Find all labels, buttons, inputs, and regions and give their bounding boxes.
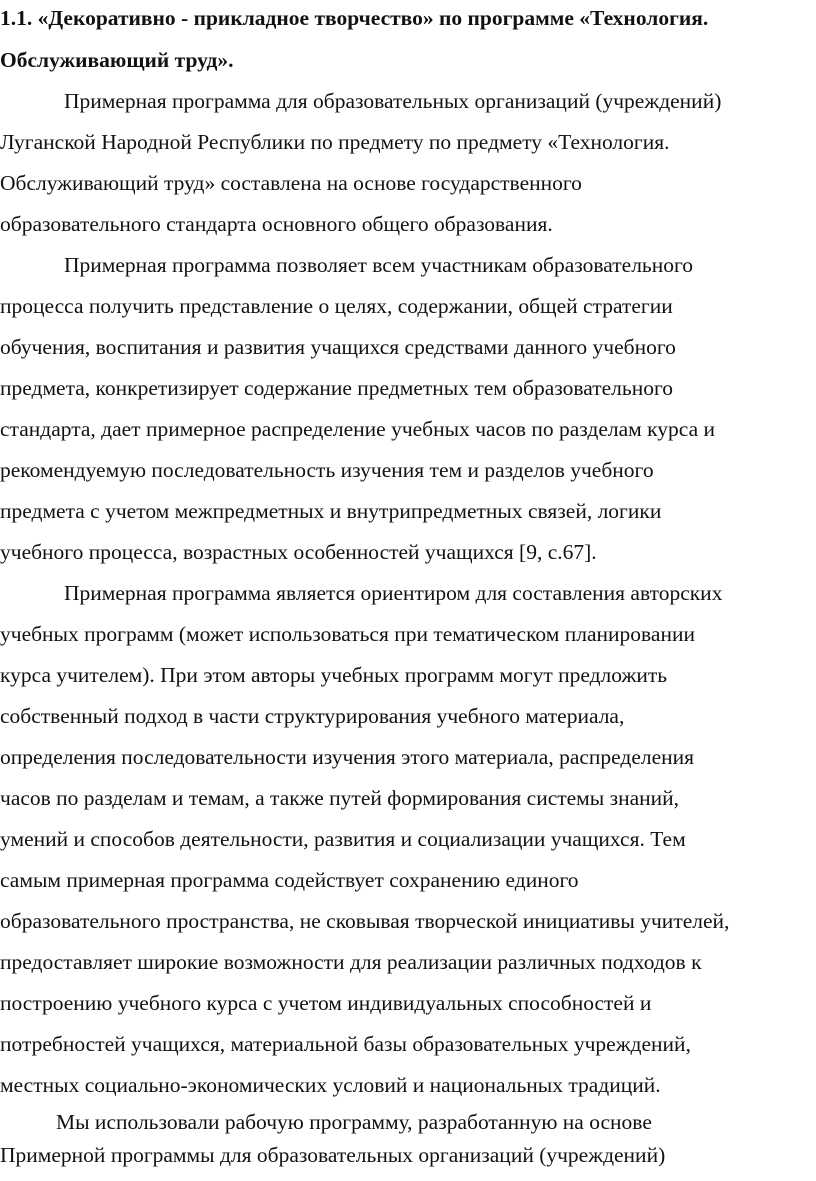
paragraph-1-line-4: образовательного стандарта основного общего образования.	[0, 212, 553, 236]
paragraph-3-line-8: самым примерная программа содействует сохранению единого	[0, 868, 579, 892]
paragraph-3-line-2: учебных программ (может использоваться при тематическом планировании	[0, 622, 695, 646]
paragraph-2-line-1: Примерная программа позволяет всем участникам образовательного	[64, 253, 694, 277]
paragraph-2-line-3: обучения, воспитания и развития учащихся средствами данного учебного	[0, 335, 676, 359]
paragraph-4-line-1: Мы использовали рабочую программу, разработанную на основе	[56, 1110, 652, 1134]
paragraph-3-line-11: построению учебного курса с учетом индивидуальных способностей и	[0, 991, 652, 1015]
paragraph-2-line-5: стандарта, дает примерное распределение учебных часов по разделам курса и	[0, 417, 716, 441]
paragraph-3-line-12: потребностей учащихся, материальной базы образовательных учреждений,	[0, 1032, 691, 1056]
paragraph-1-line-3: Обслуживающий труд» составлена на основе государственного	[0, 171, 582, 195]
paragraph-2-line-8: учебного процесса, возрастных особенностей учащихся [9, с.67].	[0, 540, 597, 564]
paragraph-3-line-3: курса учителем). При этом авторы учебных программ могут предложить	[0, 663, 668, 687]
paragraph-4-line-2: Примерной программы для образовательных организаций (учреждений)	[0, 1143, 666, 1167]
paragraph-3-line-13: местных социально-экономических условий и национальных традиций.	[0, 1073, 661, 1097]
paragraph-1-line-2: Луганской Народной Республики по предмету по предмету «Технология.	[0, 130, 670, 154]
paragraph-2-line-2: процесса получить представление о целях, содержании, общей стратегии	[0, 294, 673, 318]
heading-line-1: 1.1. «Декоративно - прикладное творчество» по программе «Технология.	[0, 6, 709, 30]
paragraph-2-line-6: рекомендуемую последовательность изучения тем и разделов учебного	[0, 458, 654, 482]
paragraph-2-line-4: предмета, конкретизирует содержание предметных тем образовательного	[0, 376, 673, 400]
paragraph-2-line-7: предмета с учетом межпредметных и внутрипредметных связей, логики	[0, 499, 662, 523]
paragraph-3-line-10: предоставляет широкие возможности для реализации различных подходов к	[0, 950, 702, 974]
paragraph-1-line-1: Примерная программа для образовательных организаций (учреждений)	[64, 89, 722, 113]
paragraph-3-line-9: образовательного пространства, не сковывая творческой инициативы учителей,	[0, 909, 730, 933]
paragraph-3-line-7: умений и способов деятельности, развития и социализации учащихся. Тем	[0, 827, 686, 851]
paragraph-3-line-6: часов по разделам и темам, а также путей формирования системы знаний,	[0, 786, 680, 810]
paragraph-3-line-4: собственный подход в части структурирования учебного материала,	[0, 704, 625, 728]
paragraph-3-line-1: Примерная программа является ориентиром для составления авторских	[64, 581, 723, 605]
paragraph-3-line-5: определения последовательности изучения этого материала, распределения	[0, 745, 695, 769]
heading-line-2: Обслуживающий труд».	[0, 48, 234, 72]
